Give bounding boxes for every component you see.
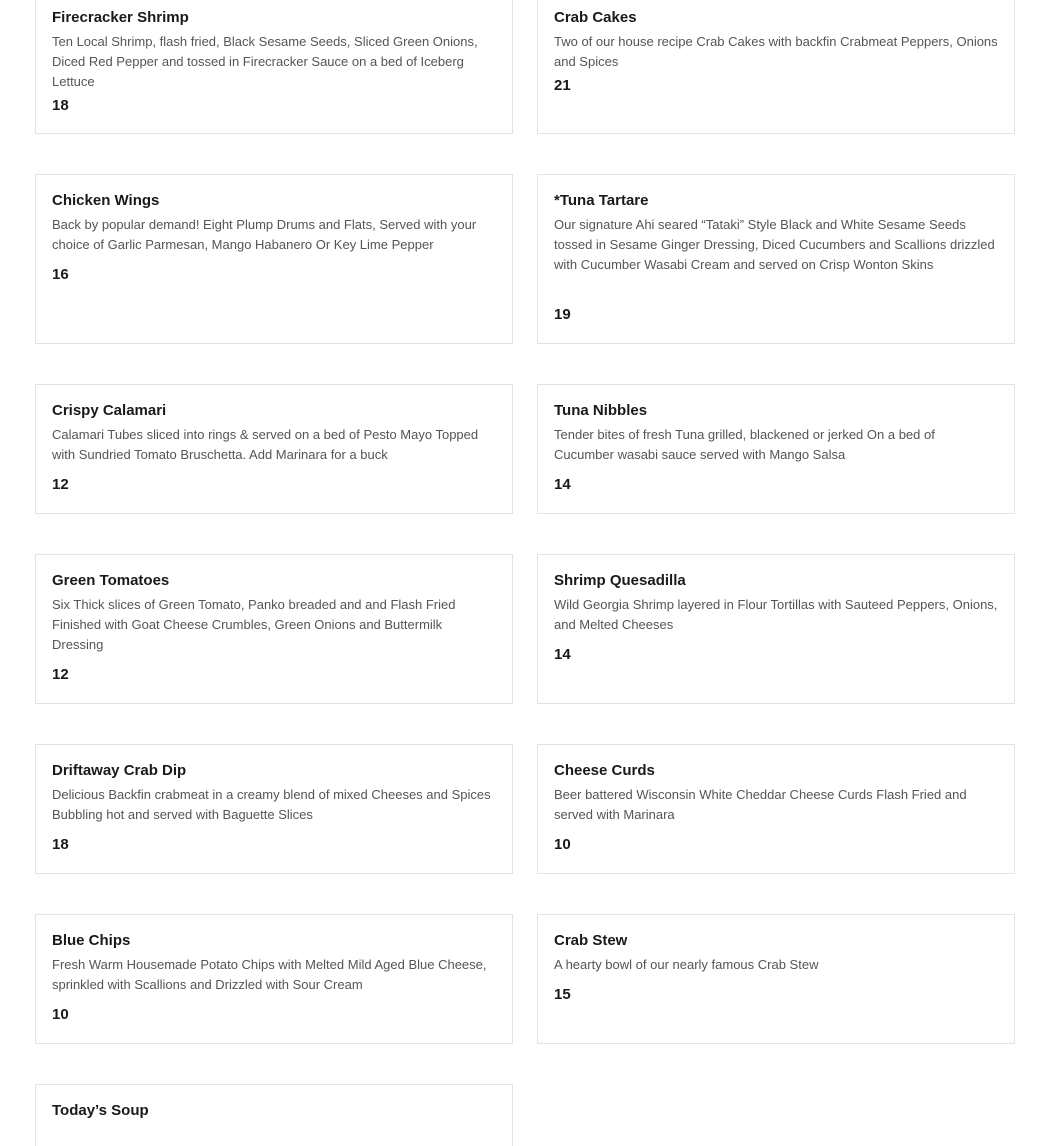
menu-item-description: Fresh Warm Housemade Potato Chips with Melted Mild Aged Blue Cheese, sprinkled with Scallions and Drizzled with Sour Cream: [52, 957, 487, 992]
menu-item-title: Crab Stew: [554, 932, 628, 949]
menu-item-price: 21: [554, 77, 571, 94]
menu-item-title: Crab Cakes: [554, 9, 637, 26]
menu-item-title: Driftaway Crab Dip: [52, 762, 187, 779]
menu-item-description: Delicious Backfin crabmeat in a creamy blend of mixed Cheeses and Spices Bubbling hot and served with Baguette Slices: [52, 787, 491, 822]
menu-item-title: Today’s Soup: [52, 1102, 149, 1119]
menu-item-title: Cheese Curds: [554, 762, 655, 779]
menu-item-title: Tuna Nibbles: [554, 402, 648, 419]
menu-item-price: 16: [52, 266, 69, 283]
menu-item-description: Back by popular demand! Eight Plump Drums and Flats, Served with your choice of Garlic Parmesan, Mango Habanero Or Key Lime Pepper: [52, 217, 477, 252]
menu-item-price: 14: [554, 646, 571, 663]
menu-item-price: 12: [52, 476, 69, 493]
menu-item-description: Wild Georgia Shrimp layered in Flour Tortillas with Sauteed Peppers, Onions, and Melted Cheeses: [554, 597, 998, 632]
menu-item-title: *Tuna Tartare: [554, 192, 649, 209]
menu-item-price: 10: [52, 1006, 69, 1023]
menu-item-price: 18: [52, 97, 69, 114]
menu-item-card[interactable]: [537, 554, 1015, 704]
menu-item-card[interactable]: [35, 744, 513, 874]
menu-item-card[interactable]: [537, 744, 1015, 874]
menu-item-description: Beer battered Wisconsin White Cheddar Cheese Curds Flash Fried and served with Marinara: [554, 787, 967, 822]
menu-item-description: Six Thick slices of Green Tomato, Panko breaded and and Flash Fried Finished with Goat Cheese Crumbles, Green Onions and Buttermilk Dressing: [52, 597, 456, 652]
menu-item-title: Shrimp Quesadilla: [554, 572, 686, 589]
menu-item-card[interactable]: [537, 914, 1015, 1044]
menu-item-price: 15: [554, 986, 571, 1003]
menu-item-title: Crispy Calamari: [52, 402, 167, 419]
menu-item-card[interactable]: [35, 914, 513, 1044]
menu-item-description: Two of our house recipe Crab Cakes with backfin Crabmeat Peppers, Onions and Spices: [554, 34, 998, 69]
menu-item-price: 18: [52, 836, 69, 853]
menu-item-card[interactable]: [35, 384, 513, 514]
menu-item-title: Green Tomatoes: [52, 572, 170, 589]
menu-item-description: Tender bites of fresh Tuna grilled, blackened or jerked On a bed of Cucumber wasabi sauce served with Mango Salsa: [554, 427, 935, 462]
menu-item-price: 12: [52, 666, 69, 683]
menu-item-card[interactable]: [35, 1084, 513, 1146]
menu-item-title: Chicken Wings: [52, 192, 160, 209]
menu-item-card[interactable]: [537, 0, 1015, 134]
menu-item-card[interactable]: [35, 174, 513, 344]
menu-item-price: 19: [554, 306, 571, 323]
menu-item-card[interactable]: [35, 554, 513, 704]
menu-item-title: Blue Chips: [52, 932, 131, 949]
menu-item-description: A hearty bowl of our nearly famous Crab Stew: [554, 957, 819, 972]
menu-item-card[interactable]: [35, 0, 513, 134]
menu-item-card[interactable]: [537, 174, 1015, 344]
menu-item-description: Ten Local Shrimp, flash fried, Black Sesame Seeds, Sliced Green Onions, Diced Red Pepper and tossed in Firecracker Sauce on a bed of Iceberg Lettuce: [52, 34, 478, 89]
menu-item-description: Calamari Tubes sliced into rings & served on a bed of Pesto Mayo Topped with Sundried Tomato Bruschetta. Add Marinara for a buck: [52, 427, 479, 462]
menu-item-title: Firecracker Shrimp: [52, 9, 189, 26]
menu-item-price: 14: [554, 476, 571, 493]
menu-item-description: Our signature Ahi seared “Tataki” Style Black and White Sesame Seeds tossed in Sesame Ginger Dressing, Diced Cucumbers and Scallions drizzled with Cucumber Wasabi Cream and served on Crisp Wonton Skins: [554, 217, 995, 272]
menu-item-card[interactable]: [537, 384, 1015, 514]
menu-item-price: 10: [554, 836, 571, 853]
